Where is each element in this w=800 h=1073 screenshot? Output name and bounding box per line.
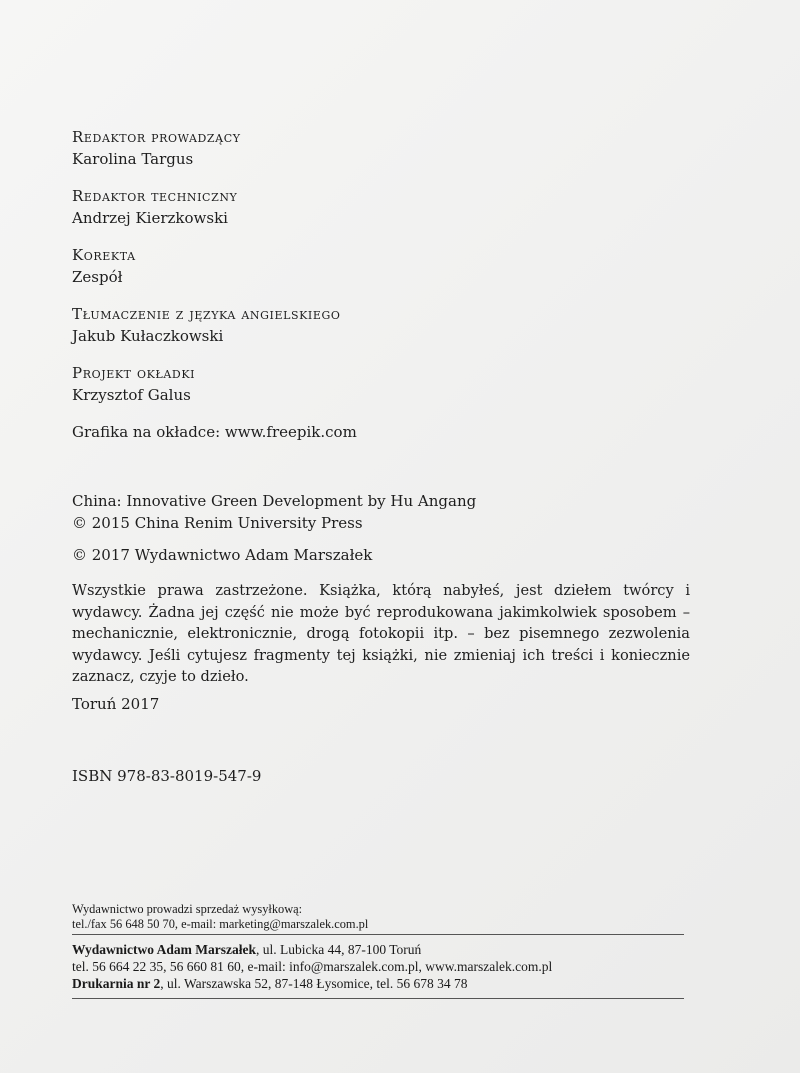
publisher-footer xyxy=(72,902,684,1005)
original-copyright: © 2015 China Renim University Press xyxy=(72,514,363,532)
publisher-name: Wydawnictwo Adam Marszałek xyxy=(72,942,256,957)
credit-technical-editor xyxy=(72,185,732,229)
divider xyxy=(72,998,684,999)
credit-cover-design xyxy=(72,362,732,406)
publisher-contact: tel. 56 664 22 35, 56 660 81 60, e-mail: info@marszalek.com.pl, www.marszalek.com.pl xyxy=(72,959,553,974)
sales-line-2: tel./fax 56 648 50 70, e-mail: marketing@marszalek.com.pl xyxy=(72,917,369,931)
credit-name: Karolina Targus xyxy=(72,150,194,168)
credit-name: Zespół xyxy=(72,268,123,286)
rights-notice: Wszystkie prawa zastrzeżone. Książka, którą nabyłeś, jest dziełem twórcy i wydawcy. Żadna jej część nie może być reprodukowana jakimkolwiek sposobem – mechanicznie, elektronicznie, drogą fotokopii itp. – bez pisemnego zezwolenia wydawcy. Jeśli cytujesz fragmenty tej książki, nie zmieniaj ich treści i koniecznie zaznacz, czyje to dzieło. xyxy=(72,582,690,685)
publisher-line xyxy=(72,941,684,958)
printer-address: , ul. Warszawska 52, 87-148 Łysomice, tel. 56 678 34 78 xyxy=(160,976,468,991)
cover-graphics-credit: Grafika na okładce: www.freepik.com xyxy=(72,423,357,441)
credit-managing-editor xyxy=(72,126,732,170)
credit-name: Krzysztof Galus xyxy=(72,386,191,404)
sales-line-1: Wydawnictwo prowadzi sprzedaż wysyłkową: xyxy=(72,902,303,916)
publisher-address: , ul. Lubicka 44, 87-100 Toruń xyxy=(256,942,422,957)
divider xyxy=(72,934,684,935)
credit-role: Korekta xyxy=(72,246,136,264)
original-edition xyxy=(72,490,732,534)
credit-translation xyxy=(72,303,732,347)
credit-role: Tłumaczenie z języka angielskiego xyxy=(72,305,341,323)
credit-role: Redaktor techniczny xyxy=(72,187,238,205)
publisher-copyright: © 2017 Wydawnictwo Adam Marszałek xyxy=(72,546,373,564)
place-year: Toruń 2017 xyxy=(72,695,160,713)
original-title: China: Innovative Green Development by Hu Angang xyxy=(72,492,477,510)
credit-name: Andrzej Kierzkowski xyxy=(72,209,228,227)
credits-list xyxy=(72,126,732,443)
credit-role: Projekt okładki xyxy=(72,364,196,382)
printer-name: Drukarnia nr 2 xyxy=(72,976,161,991)
printer-line xyxy=(72,975,684,992)
credit-name: Jakub Kułaczkowski xyxy=(72,327,224,345)
credit-proofreading xyxy=(72,244,732,288)
credit-role: Redaktor prowadzący xyxy=(72,128,241,146)
isbn: ISBN 978-83-8019-547-9 xyxy=(72,767,262,785)
